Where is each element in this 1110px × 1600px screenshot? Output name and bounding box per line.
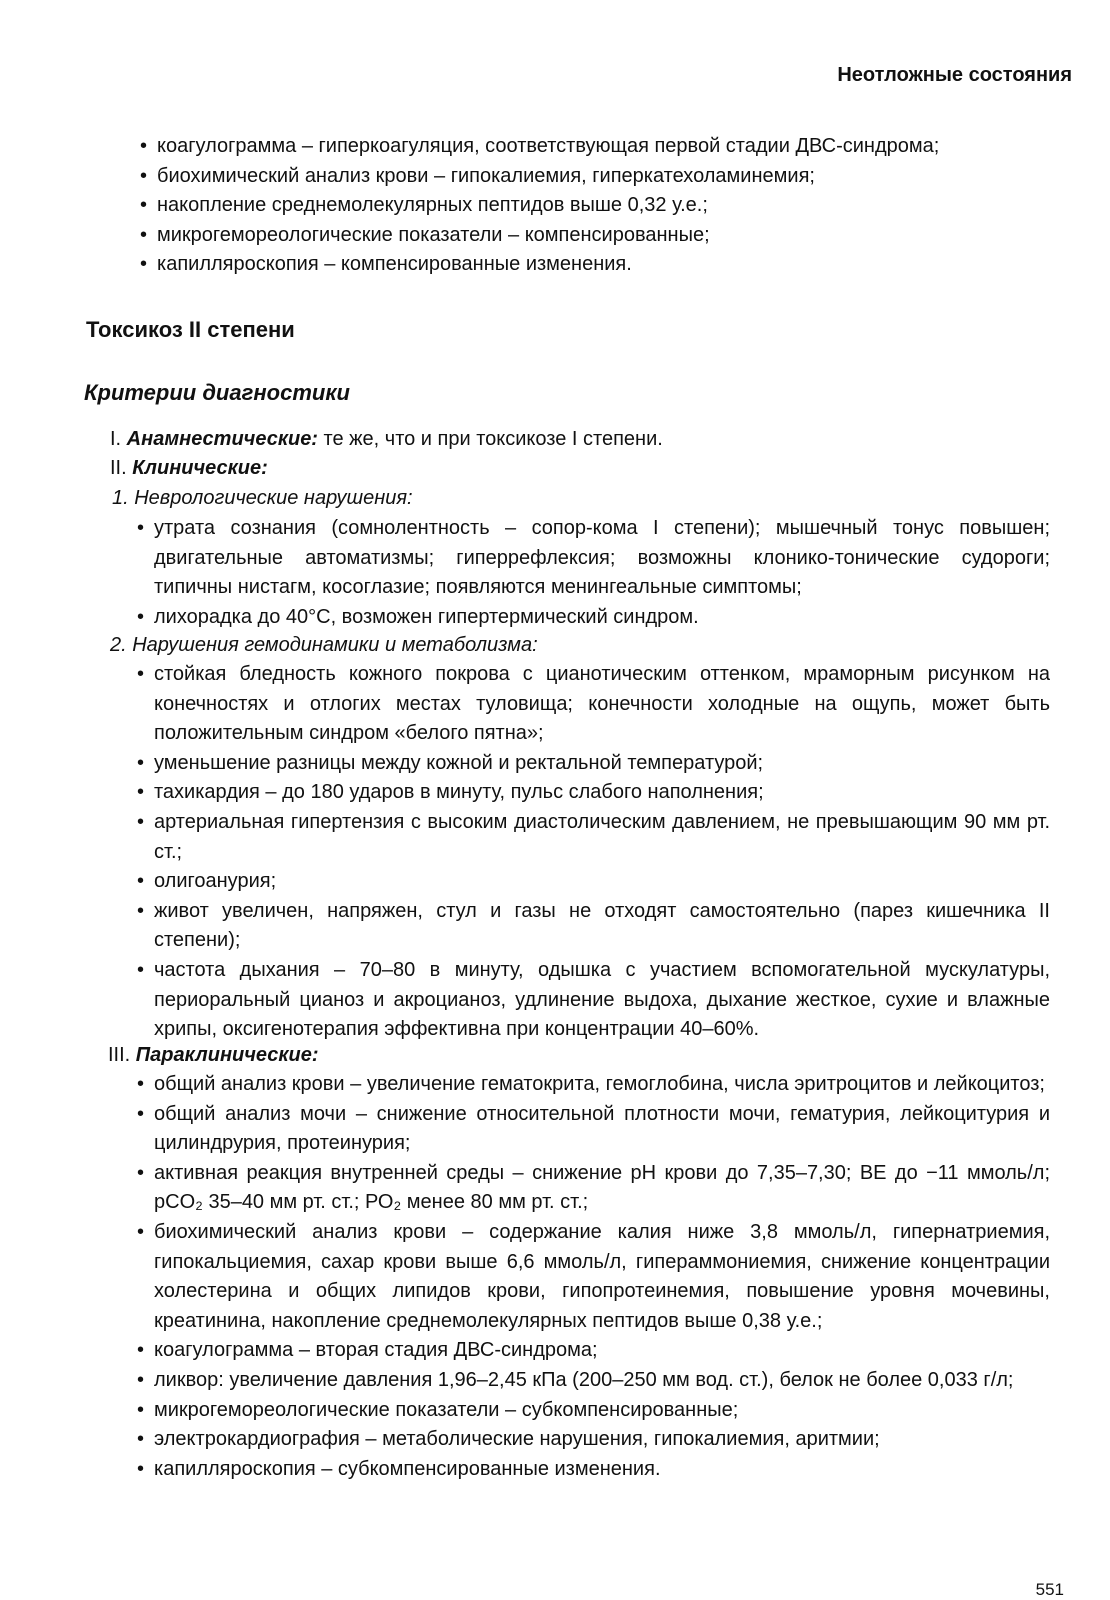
list-item: • общий анализ мочи – снижение относительной плотности мочи, гематурия, лейкоцитурия и цилиндрурия, протеинурия; [137,1100,1050,1159]
list-item: • капилляроскопия – компенсированные изменения. [140,250,1040,280]
list-item: • электрокардиография – метаболические нарушения, гипокалиемия, аритмии; [137,1425,1050,1455]
paraclinical-heading: Параклинические: [135,1044,319,1066]
anamnestic-text: те же, что и при токсикозе I степени. [317,428,663,450]
list-item: • активная реакция внутренней среды – снижение рН крови до 7,35–7,30; ВЕ до −11 ммоль/л; рCO₂ 35–40 мм рт. ст.; РО₂ менее 80 мм рт. ст.; [137,1159,1050,1218]
list-item: • утрата сознания (сомнолентность – сопор-кома I степени); мышечный тонус повышен; двигательные автоматизмы; гиперрефлексия; возможны клонико-тонические судороги; типичны нистагм, косоглазие; появляются менингеальные симптомы; [137,514,1050,603]
list-item: • тахикардия – до 180 ударов в минуту, пульс слабого наполнения; [137,778,1050,808]
list-item: • ликвор: увеличение давления 1,96–2,45 кПа (200–250 мм вод. ст.), белок не более 0,033 г/л; [137,1366,1050,1396]
list-item: • частота дыхания – 70–80 в минуту, одышка с участием вспомогательной мускулатуры, периоральный цианоз и акроцианоз, удлинение выдоха, дыхание жесткое, сухие и влажные хрипы, оксигенотерапия эффективна при концентрации 40–60%. [137,956,1050,1045]
list-item: • биохимический анализ крови – содержание калия ниже 3,8 ммоль/л, гипернатриемия, гипокальциемия, сахар крови выше 6,6 ммоль/л, гипераммониемия, снижение концентрации холестерина и общих липидов крови, гипопротеинемия, повышение уровня мочевины, креатинина, накопление среднемолекулярных пептидов выше 0,38 у.е.; [137,1218,1050,1336]
list-item: • микрогемореологические показатели – компенсированные; [140,221,1040,251]
list-item: • микрогемореологические показатели – субкомпенсированные; [137,1396,1050,1426]
neuro-heading: 1. Неврологические нарушения: [112,487,413,509]
roman-numeral-label: I. [110,428,127,450]
list-item: • коагулограмма – вторая стадия ДВС-синдрома; [137,1336,1050,1366]
paraclinical-criteria [108,1041,319,1071]
list-item: • живот увеличен, напряжен, стул и газы не отходят самостоятельно (парез кишечника II степени); [137,897,1050,956]
list-item: • общий анализ крови – увеличение гематокрита, гемоглобина, числа эритроцитов и лейкоцитоз; [137,1070,1050,1100]
top-bullet-list [140,132,1040,280]
clinical-criteria [110,454,268,484]
running-header: Неотложные состояния [837,64,1072,86]
roman-numeral-label: II. [110,457,133,479]
list-item: • капилляроскопия – субкомпенсированные изменения. [137,1455,1050,1485]
list-item: • артериальная гипертензия с высоким диастолическим давлением, не превышающим 90 мм рт. ст.; [137,808,1050,867]
list-item: • олигоанурия; [137,867,1050,897]
list-item: • лихорадка до 40°С, возможен гипертермический синдром. [137,603,1050,633]
hemo-heading: 2. Нарушения гемодинамики и метаболизма: [110,634,538,656]
list-item: • коагулограмма – гиперкоагуляция, соответствующая первой стадии ДВС-синдрома; [140,132,1040,162]
neuro-list [137,514,1050,632]
section-title: Токсикоз II степени [86,317,295,342]
list-item: • стойкая бледность кожного покрова с цианотическим оттенком, мраморным рисунком на конечностях и отлогих местах туловища; конечности холодные на ощупь, может быть положительным синдром «белого пятна»; [137,660,1050,749]
subsection-title: Критерии диагностики [84,380,350,405]
hemo-list [137,660,1050,1045]
clinical-heading: Клинические: [132,457,268,479]
list-item: • биохимический анализ крови – гипокалиемия, гиперкатехоламинемия; [140,162,1040,192]
anamnestic-heading: Анамнестические: [126,428,318,450]
list-item: • уменьшение разницы между кожной и ректальной температурой; [137,749,1050,779]
paraclinical-list [137,1070,1050,1484]
anamnestic-criteria [110,425,663,455]
page-number: 551 [1035,1580,1064,1599]
list-item: • накопление среднемолекулярных пептидов выше 0,32 у.е.; [140,191,1040,221]
roman-numeral-label: III. [108,1044,136,1066]
